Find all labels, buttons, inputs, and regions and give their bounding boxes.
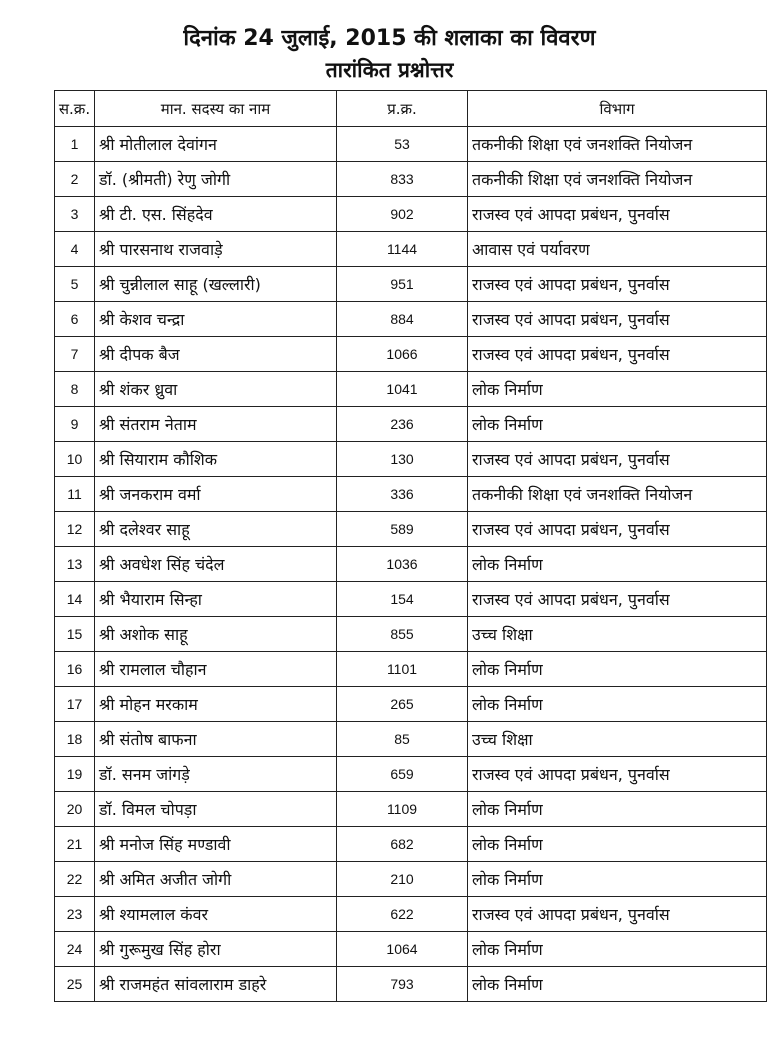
table-row <box>55 197 767 232</box>
question-number-cell: 85 <box>337 722 468 757</box>
member-name-cell: श्री पारसनाथ राजवाड़े <box>95 232 337 267</box>
department-cell: राजस्व एवं आपदा प्रबंधन, पुनर्वास <box>468 267 767 302</box>
member-name-cell: श्री मोतीलाल देवांगन <box>95 127 337 162</box>
department-cell: राजस्व एवं आपदा प्रबंधन, पुनर्वास <box>468 337 767 372</box>
serial-cell: 14 <box>55 582 95 617</box>
table-row <box>55 862 767 897</box>
table-row <box>55 547 767 582</box>
table-row <box>55 652 767 687</box>
member-name-cell: डॉ. सनम जांगड़े <box>95 757 337 792</box>
department-cell: लोक निर्माण <box>468 932 767 967</box>
serial-cell: 4 <box>55 232 95 267</box>
table-row <box>55 722 767 757</box>
question-number-cell: 210 <box>337 862 468 897</box>
table-row <box>55 582 767 617</box>
member-name-cell: श्री रामलाल चौहान <box>95 652 337 687</box>
department-cell: राजस्व एवं आपदा प्रबंधन, पुनर्वास <box>468 757 767 792</box>
department-cell: राजस्व एवं आपदा प्रबंधन, पुनर्वास <box>468 442 767 477</box>
serial-cell: 17 <box>55 687 95 722</box>
serial-cell: 25 <box>55 967 95 1002</box>
department-cell: लोक निर्माण <box>468 547 767 582</box>
member-name-cell: श्री संतोष बाफना <box>95 722 337 757</box>
member-name-cell: श्री टी. एस. सिंहदेव <box>95 197 337 232</box>
table-row <box>55 792 767 827</box>
question-number-cell: 154 <box>337 582 468 617</box>
table-row <box>55 267 767 302</box>
serial-cell: 3 <box>55 197 95 232</box>
questions-table <box>54 90 767 1002</box>
page-title: दिनांक 24 जुलाई, 2015 की शलाका का विवरण <box>183 26 596 51</box>
member-name-cell: श्री मोहन मरकाम <box>95 687 337 722</box>
serial-cell: 19 <box>55 757 95 792</box>
question-number-cell: 53 <box>337 127 468 162</box>
serial-cell: 16 <box>55 652 95 687</box>
department-cell: उच्च शिक्षा <box>468 722 767 757</box>
header-row <box>55 91 767 127</box>
department-cell: तकनीकी शिक्षा एवं जनशक्ति नियोजन <box>468 477 767 512</box>
table-row <box>55 512 767 547</box>
department-cell: आवास एवं पर्यावरण <box>468 232 767 267</box>
serial-cell: 7 <box>55 337 95 372</box>
member-name-cell: श्री दीपक बैज <box>95 337 337 372</box>
table-header <box>55 91 767 127</box>
member-name-cell: श्री भैयाराम सिन्हा <box>95 582 337 617</box>
question-number-cell: 1066 <box>337 337 468 372</box>
member-name-cell: श्री अशोक साहू <box>95 617 337 652</box>
question-number-cell: 622 <box>337 897 468 932</box>
department-cell: लोक निर्माण <box>468 792 767 827</box>
member-name-cell: श्री मनोज सिंह मण्डावी <box>95 827 337 862</box>
serial-cell: 5 <box>55 267 95 302</box>
table-row <box>55 897 767 932</box>
department-cell: राजस्व एवं आपदा प्रबंधन, पुनर्वास <box>468 512 767 547</box>
department-cell: राजस्व एवं आपदा प्रबंधन, पुनर्वास <box>468 302 767 337</box>
serial-cell: 22 <box>55 862 95 897</box>
table-row <box>55 407 767 442</box>
table-row <box>55 477 767 512</box>
serial-cell: 8 <box>55 372 95 407</box>
page-subtitle: तारांकित प्रश्नोत्तर <box>325 58 454 82</box>
department-cell: लोक निर्माण <box>468 652 767 687</box>
question-number-cell: 589 <box>337 512 468 547</box>
table-row <box>55 967 767 1002</box>
table-row <box>55 827 767 862</box>
question-number-cell: 951 <box>337 267 468 302</box>
member-name-cell: श्री गुरूमुख सिंह होरा <box>95 932 337 967</box>
department-cell: लोक निर्माण <box>468 687 767 722</box>
table-row <box>55 687 767 722</box>
member-name-cell: श्री चुन्नीलाल साहू (खल्लारी) <box>95 267 337 302</box>
question-number-cell: 855 <box>337 617 468 652</box>
table-row <box>55 932 767 967</box>
header-department: विभाग <box>468 91 767 127</box>
table-row <box>55 302 767 337</box>
table-body <box>55 127 767 1002</box>
serial-cell: 18 <box>55 722 95 757</box>
question-number-cell: 236 <box>337 407 468 442</box>
department-cell: लोक निर्माण <box>468 407 767 442</box>
serial-cell: 24 <box>55 932 95 967</box>
table-row <box>55 127 767 162</box>
question-number-cell: 682 <box>337 827 468 862</box>
table-row <box>55 442 767 477</box>
serial-cell: 20 <box>55 792 95 827</box>
question-number-cell: 1101 <box>337 652 468 687</box>
header-serial: स.क्र. <box>55 91 95 127</box>
member-name-cell: श्री श्यामलाल कंवर <box>95 897 337 932</box>
member-name-cell: डॉ. विमल चोपड़ा <box>95 792 337 827</box>
member-name-cell: श्री शंकर ध्रुवा <box>95 372 337 407</box>
department-cell: राजस्व एवं आपदा प्रबंधन, पुनर्वास <box>468 582 767 617</box>
question-number-cell: 793 <box>337 967 468 1002</box>
serial-cell: 10 <box>55 442 95 477</box>
serial-cell: 12 <box>55 512 95 547</box>
table-row <box>55 372 767 407</box>
serial-cell: 6 <box>55 302 95 337</box>
question-number-cell: 1144 <box>337 232 468 267</box>
serial-cell: 11 <box>55 477 95 512</box>
department-cell: उच्च शिक्षा <box>468 617 767 652</box>
question-number-cell: 130 <box>337 442 468 477</box>
department-cell: तकनीकी शिक्षा एवं जनशक्ति नियोजन <box>468 127 767 162</box>
member-name-cell: डॉ. (श्रीमती) रेणु जोगी <box>95 162 337 197</box>
serial-cell: 2 <box>55 162 95 197</box>
member-name-cell: श्री जनकराम वर्मा <box>95 477 337 512</box>
member-name-cell: श्री संतराम नेताम <box>95 407 337 442</box>
table-row <box>55 337 767 372</box>
department-cell: तकनीकी शिक्षा एवं जनशक्ति नियोजन <box>468 162 767 197</box>
member-name-cell: श्री केशव चन्द्रा <box>95 302 337 337</box>
member-name-cell: श्री अवधेश सिंह चंदेल <box>95 547 337 582</box>
member-name-cell: श्री राजमहंत सांवलाराम डाहरे <box>95 967 337 1002</box>
department-cell: राजस्व एवं आपदा प्रबंधन, पुनर्वास <box>468 897 767 932</box>
question-number-cell: 1064 <box>337 932 468 967</box>
question-number-cell: 1109 <box>337 792 468 827</box>
department-cell: लोक निर्माण <box>468 862 767 897</box>
serial-cell: 1 <box>55 127 95 162</box>
table-row <box>55 757 767 792</box>
question-number-cell: 902 <box>337 197 468 232</box>
serial-cell: 23 <box>55 897 95 932</box>
serial-cell: 9 <box>55 407 95 442</box>
department-cell: लोक निर्माण <box>468 827 767 862</box>
department-cell: लोक निर्माण <box>468 372 767 407</box>
question-number-cell: 336 <box>337 477 468 512</box>
department-cell: राजस्व एवं आपदा प्रबंधन, पुनर्वास <box>468 197 767 232</box>
table-row <box>55 162 767 197</box>
header-question-number: प्र.क्र. <box>337 91 468 127</box>
serial-cell: 13 <box>55 547 95 582</box>
member-name-cell: श्री दलेश्वर साहू <box>95 512 337 547</box>
table-row <box>55 232 767 267</box>
question-number-cell: 833 <box>337 162 468 197</box>
member-name-cell: श्री सियाराम कौशिक <box>95 442 337 477</box>
serial-cell: 21 <box>55 827 95 862</box>
department-cell: लोक निर्माण <box>468 967 767 1002</box>
question-number-cell: 265 <box>337 687 468 722</box>
question-number-cell: 659 <box>337 757 468 792</box>
question-number-cell: 1041 <box>337 372 468 407</box>
table-row <box>55 617 767 652</box>
member-name-cell: श्री अमित अजीत जोगी <box>95 862 337 897</box>
question-number-cell: 884 <box>337 302 468 337</box>
question-number-cell: 1036 <box>337 547 468 582</box>
header-member-name: मान. सदस्य का नाम <box>95 91 337 127</box>
serial-cell: 15 <box>55 617 95 652</box>
